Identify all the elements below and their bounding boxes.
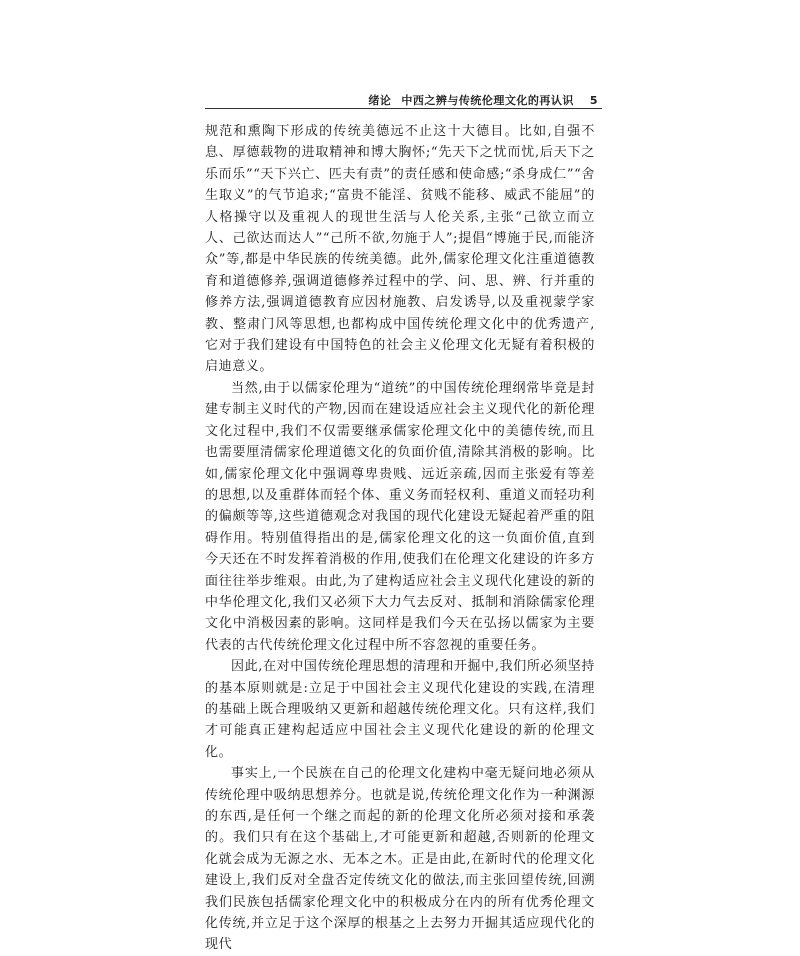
header-divider [205, 108, 602, 109]
paragraph: 规范和熏陶下形成的传统美德远不止这十大德目。比如,自强不息、厚德载物的进取精神和博大胸怀;“先天下之忧而忧,后天下之乐而乐”“天下兴亡、匹夫有责”的责任感和使命感;“杀身成仁”“舍生取义”的气节追求;“富贵不能淫、贫贱不能移、威武不能屈”的人格操守以及重视人的现世生活与人伦关系,主张“己欲立而立人、己欲达而达人”“己所不欲,勿施于人”;提倡“博施于民,而能济众”等,都是中华民族的传统美德。此外,儒家伦理文化注重道德教育和道德修养,强调道德修养过程中的学、问、思、辨、行并重的修养方法,强调道德教育应因材施教、启发诱导,以及重视蒙学家教、整肃门风等思想,也都构成中国传统伦理文化中的优秀遗产,它对于我们建设有中国特色的社会主义伦理文化无疑有着积极的启迪意义。 [205, 124, 595, 375]
page-number: 5 [589, 94, 598, 107]
paragraph: 当然,由于以儒家伦理为“道统”的中国传统伦理纲常毕竟是封建专制主义时代的产物,因而在建设适应社会主义现代化的新伦理文化过程中,我们不仅需要继承儒家伦理文化中的美德传统,而且也需要厘清儒家伦理道德文化的负面价值,清除其消极的影响。比如,儒家伦理文化中强调尊卑贵贱、远近亲疏,因而主张爱有等差的思想,以及重群体而轻个体、重义务而轻权利、重道义而轻功利的偏颇等等,这些道德观念对我国的现代化建设无疑起着严重的阻碍作用。特别值得指出的是,儒家伦理文化的这一负面价值,直到今天还在不时发挥着消极的作用,使我们在伦理文化建设的许多方面往往举步维艰。由此,为了建构适应社会主义现代化建设的新的中华伦理文化,我们又必须下大力气去反对、抵制和消除儒家伦理文化中消极因素的影响。这同样是我们今天在弘扬以儒家为主要代表的古代传统伦理文化过程中所不容忽视的重要任务。 [205, 380, 595, 653]
body-text [205, 121, 595, 956]
paragraph: 事实上,一个民族在自己的伦理文化建构中毫无疑问地必须从传统伦理中吸纳思想养分。也就是说,传统伦理文化作为一种渊源的东西,是任何一个继之而起的新的伦理文化所必须对接和承袭的。我们只有在这个基础上,才可能更新和超越,否则新的伦理文化就会成为无源之水、无本之木。正是由此,在新时代的伦理文化建设上,我们反对全盘否定传统文化的做法,而主张回望传统,回溯我们民族包括儒家伦理文化中的积极成分在内的所有优秀伦理文化传统,并立足于这个深厚的根基之上去努力开掘其适应现代化的现代 [205, 766, 595, 953]
section-label: 绪论 [368, 94, 392, 107]
chapter-title: 中西之辨与传统伦理文化的再认识 [401, 94, 574, 107]
running-header [368, 92, 598, 108]
paragraph: 因此,在对中国传统伦理思想的清理和开掘中,我们所必须坚持的基本原则就是:立足于中国社会主义现代化建设的实践,在清理的基础上既合理吸纳又更新和超越传统伦理文化。只有这样,我们才可能真正建构起适应中国社会主义现代化建设的新的伦理文化。 [205, 659, 595, 760]
